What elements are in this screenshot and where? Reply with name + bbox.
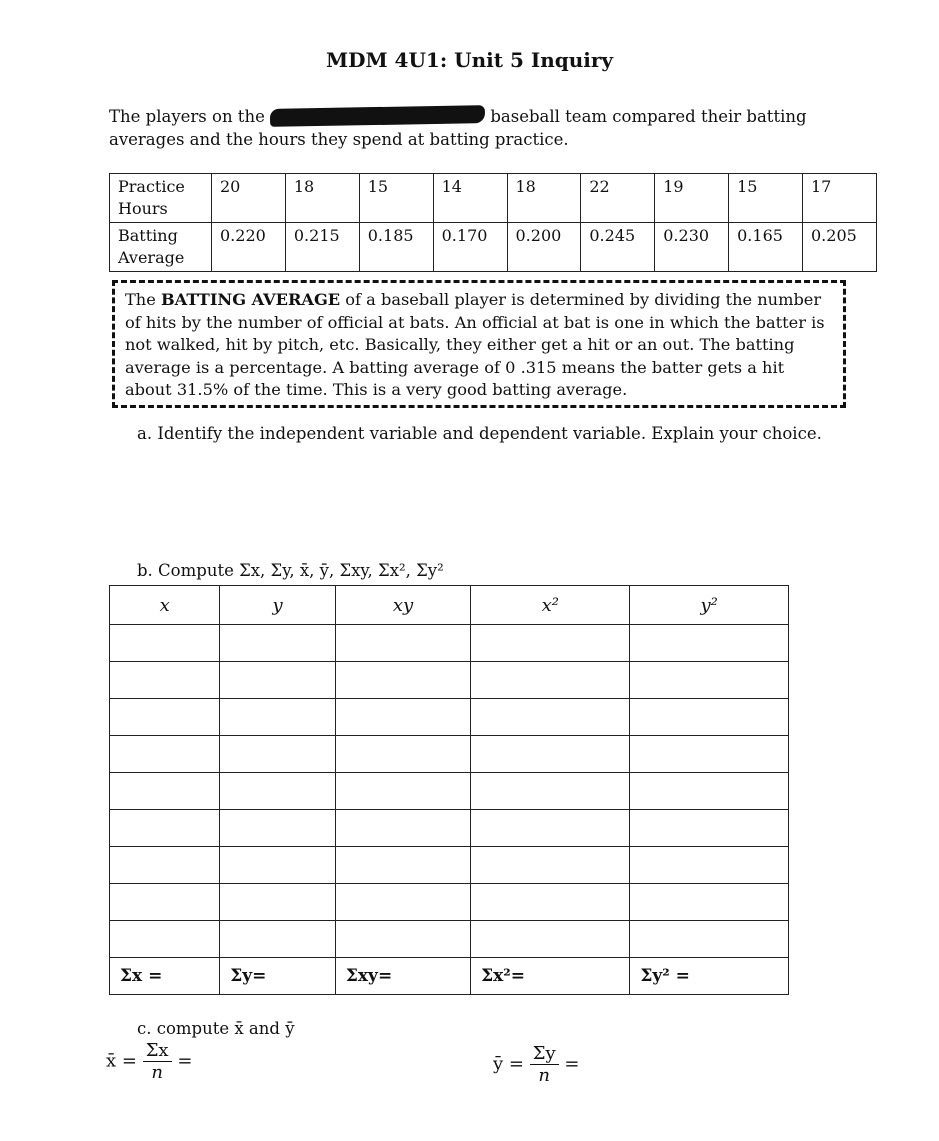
hours-label: Practice Hours bbox=[110, 174, 212, 223]
average-cell: 0.230 bbox=[655, 223, 729, 272]
header-xy: xy bbox=[335, 586, 470, 625]
sum-x-squared[interactable]: Σx²= bbox=[471, 958, 630, 995]
info-box-text bbox=[125, 289, 835, 402]
hours-cell: 14 bbox=[433, 174, 507, 223]
worksheet-row bbox=[110, 810, 789, 847]
average-cell: 0.170 bbox=[433, 223, 507, 272]
info-lead: The bbox=[125, 290, 156, 309]
worksheet-header-row bbox=[110, 586, 789, 625]
cell-input[interactable] bbox=[335, 662, 470, 699]
cell-input[interactable] bbox=[471, 662, 630, 699]
hours-cell: 18 bbox=[507, 174, 581, 223]
hours-cell: 20 bbox=[212, 174, 286, 223]
cell-input[interactable] bbox=[471, 921, 630, 958]
cell-input[interactable] bbox=[110, 699, 220, 736]
header-x: x bbox=[110, 586, 220, 625]
intro-text-after: baseball team compared their batting averages and the hours they spend at batting practice. bbox=[109, 107, 807, 149]
question-a: a. Identify the independent variable and dependent variable. Explain your choice. bbox=[137, 424, 822, 443]
sum-y[interactable]: Σy= bbox=[220, 958, 336, 995]
worksheet-row bbox=[110, 699, 789, 736]
cell-input[interactable] bbox=[220, 773, 336, 810]
header-x-squared: x² bbox=[471, 586, 630, 625]
average-cell: 0.165 bbox=[729, 223, 803, 272]
cell-input[interactable] bbox=[471, 847, 630, 884]
cell-input[interactable] bbox=[335, 884, 470, 921]
cell-input[interactable] bbox=[220, 662, 336, 699]
info-body: of a baseball player is determined by dividing the number of hits by the number of official at bats. An official at bat is one in which the batter is not walked, hit by pitch, etc. Basically, they either get a hit or an out. The batting average is a percentage. A batting average of 0 .315 means the batter gets a hit about 31.5% of the time. This is a very good batting average. bbox=[125, 290, 825, 400]
intro-paragraph bbox=[109, 105, 829, 151]
cell-input[interactable] bbox=[110, 921, 220, 958]
worksheet-row bbox=[110, 921, 789, 958]
cell-input[interactable] bbox=[335, 736, 470, 773]
cell-input[interactable] bbox=[630, 773, 789, 810]
xbar-numerator: Σx bbox=[143, 1040, 172, 1062]
cell-input[interactable] bbox=[220, 921, 336, 958]
cell-input[interactable] bbox=[630, 736, 789, 773]
hours-row bbox=[110, 174, 877, 223]
cell-input[interactable] bbox=[110, 884, 220, 921]
worksheet-row bbox=[110, 625, 789, 662]
average-cell: 0.200 bbox=[507, 223, 581, 272]
cell-input[interactable] bbox=[220, 699, 336, 736]
xbar-lhs: x̄ = bbox=[106, 1050, 137, 1072]
xbar-fraction bbox=[143, 1040, 172, 1083]
sum-y-squared[interactable]: Σy² = bbox=[630, 958, 789, 995]
cell-input[interactable] bbox=[630, 699, 789, 736]
cell-input[interactable] bbox=[335, 810, 470, 847]
hours-cell: 15 bbox=[729, 174, 803, 223]
cell-input[interactable] bbox=[335, 847, 470, 884]
ybar-rhs: = bbox=[564, 1053, 580, 1075]
cell-input[interactable] bbox=[471, 884, 630, 921]
worksheet-row bbox=[110, 773, 789, 810]
hours-cell: 15 bbox=[359, 174, 433, 223]
cell-input[interactable] bbox=[630, 810, 789, 847]
cell-input[interactable] bbox=[630, 847, 789, 884]
cell-input[interactable] bbox=[220, 810, 336, 847]
info-term: BATTING AVERAGE bbox=[160, 290, 341, 309]
average-cell: 0.185 bbox=[359, 223, 433, 272]
cell-input[interactable] bbox=[110, 773, 220, 810]
cell-input[interactable] bbox=[220, 847, 336, 884]
ybar-fraction bbox=[530, 1043, 559, 1086]
hours-cell: 19 bbox=[655, 174, 729, 223]
cell-input[interactable] bbox=[630, 625, 789, 662]
page-title: MDM 4U1: Unit 5 Inquiry bbox=[325, 48, 614, 72]
cell-input[interactable] bbox=[471, 699, 630, 736]
worksheet-row bbox=[110, 736, 789, 773]
worksheet-row bbox=[110, 884, 789, 921]
cell-input[interactable] bbox=[335, 699, 470, 736]
cell-input[interactable] bbox=[110, 847, 220, 884]
sum-x[interactable]: Σx = bbox=[110, 958, 220, 995]
header-y: y bbox=[220, 586, 336, 625]
cell-input[interactable] bbox=[335, 921, 470, 958]
worksheet-row bbox=[110, 847, 789, 884]
ybar-denominator: n bbox=[538, 1065, 550, 1086]
ybar-lhs: ȳ = bbox=[493, 1053, 524, 1075]
average-row bbox=[110, 223, 877, 272]
worksheet-table bbox=[109, 585, 789, 995]
intro-text-before: The players on the bbox=[109, 107, 265, 126]
cell-input[interactable] bbox=[471, 736, 630, 773]
question-b: b. Compute Σx, Σy, x̄, ȳ, Σxy, Σx², Σy² bbox=[137, 561, 444, 580]
cell-input[interactable] bbox=[471, 773, 630, 810]
hours-cell: 17 bbox=[803, 174, 877, 223]
xbar-denominator: n bbox=[151, 1062, 163, 1083]
worksheet-row bbox=[110, 662, 789, 699]
cell-input[interactable] bbox=[110, 625, 220, 662]
xbar-formula bbox=[106, 1040, 192, 1083]
cell-input[interactable] bbox=[220, 736, 336, 773]
header-y-squared: y² bbox=[630, 586, 789, 625]
cell-input[interactable] bbox=[110, 736, 220, 773]
cell-input[interactable] bbox=[220, 884, 336, 921]
ybar-formula bbox=[493, 1043, 579, 1086]
data-table bbox=[109, 173, 877, 272]
sum-xy[interactable]: Σxy= bbox=[335, 958, 470, 995]
redaction-mark bbox=[270, 105, 485, 127]
cell-input[interactable] bbox=[630, 921, 789, 958]
xbar-rhs: = bbox=[177, 1050, 193, 1072]
cell-input[interactable] bbox=[630, 662, 789, 699]
average-cell: 0.245 bbox=[581, 223, 655, 272]
ybar-numerator: Σy bbox=[530, 1043, 559, 1065]
cell-input[interactable] bbox=[335, 625, 470, 662]
hours-cell: 22 bbox=[581, 174, 655, 223]
cell-input[interactable] bbox=[220, 625, 336, 662]
cell-input[interactable] bbox=[471, 625, 630, 662]
worksheet-sum-row bbox=[110, 958, 789, 995]
hours-cell: 18 bbox=[285, 174, 359, 223]
cell-input[interactable] bbox=[110, 810, 220, 847]
average-label: Batting Average bbox=[110, 223, 212, 272]
cell-input[interactable] bbox=[335, 773, 470, 810]
average-cell: 0.220 bbox=[212, 223, 286, 272]
cell-input[interactable] bbox=[630, 884, 789, 921]
average-cell: 0.215 bbox=[285, 223, 359, 272]
cell-input[interactable] bbox=[110, 662, 220, 699]
question-c: c. compute x̄ and ȳ bbox=[137, 1019, 295, 1038]
cell-input[interactable] bbox=[471, 810, 630, 847]
average-cell: 0.205 bbox=[803, 223, 877, 272]
